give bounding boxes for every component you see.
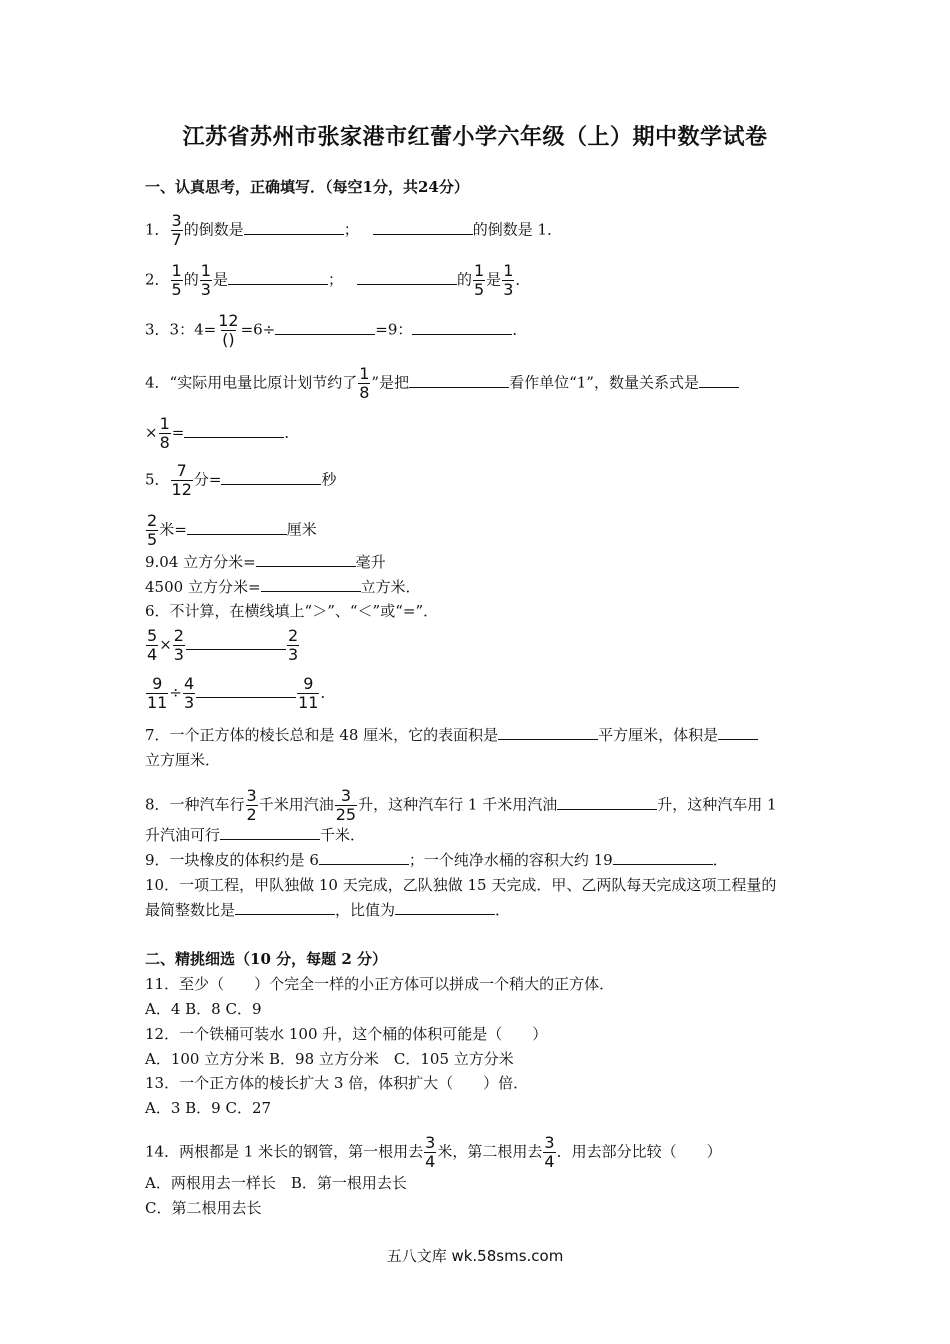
numerator: 1 [473, 261, 485, 280]
fraction [146, 675, 168, 712]
question-12: 12．一个铁桶可装水 100 升，这个桶的体积可能是（ ） [145, 1025, 548, 1043]
answer-blank[interactable] [395, 900, 495, 915]
question-1: 1． $\frac{3}{7}$ 的倒数是 ； 的倒数是 1． [145, 211, 563, 249]
denominator: () [222, 330, 235, 349]
fraction [358, 365, 370, 402]
denominator: 12 [171, 480, 192, 499]
fraction [502, 262, 514, 299]
numerator: 3 [171, 211, 182, 230]
numerator: 5 [147, 626, 158, 645]
question-12-options: A．100 立方分米 B．98 立方分米 C．105 立方分米 [145, 1050, 514, 1068]
fraction [159, 415, 171, 452]
denominator: 8 [359, 383, 370, 402]
question-10-cont: 最简整数比是 ，比值为 ． [145, 901, 511, 919]
question-6: 6．不计算，在横线填上“＞”、“＜”或“=”． [145, 602, 439, 620]
answer-blank[interactable] [196, 686, 296, 698]
question-8: 8．一种汽车行 $\frac{3}{2}$ 千米用汽油 $\frac{3}{25}$ 升，这种汽车行 1 千米用汽油 升，这种汽车用 1 [145, 786, 777, 824]
answer-blank[interactable] [184, 423, 284, 438]
answer-blank[interactable] [409, 373, 509, 388]
answer-blank[interactable] [557, 795, 657, 810]
numerator: 1 [171, 261, 182, 280]
fraction [146, 512, 158, 549]
denominator: 11 [147, 693, 168, 712]
numerator: 3 [544, 1133, 555, 1152]
question-5a: 5． $\frac{7}{12}$ 分= 秒 [145, 461, 337, 499]
numerator: 2 [287, 626, 299, 645]
fraction [200, 262, 212, 299]
fraction [246, 787, 258, 824]
numerator: 4 [183, 674, 195, 693]
question-6a: $\frac{5}{4}$ × $\frac{2}{3}$ $\frac{2}{3}$ [147, 626, 299, 664]
section-2-heading: 二、精挑细选（10 分，每题 2 分） [145, 950, 387, 968]
question-10: 10．一项工程，甲队独做 10 天完成，乙队独做 15 天完成．甲、乙两队每天完成这项工程量的 [145, 876, 777, 894]
denominator: 3 [173, 645, 184, 664]
numerator: 3 [246, 786, 257, 805]
numerator: 2 [147, 511, 158, 530]
footer-watermark: 五八文库 wk.58sms.com [386, 1247, 564, 1265]
question-5b: $\frac{2}{5}$ 米= 厘米 [147, 511, 317, 549]
question-5d: 4500 立方分米= 立方米． [145, 578, 421, 596]
answer-blank[interactable] [261, 577, 361, 592]
answer-blank[interactable] [221, 470, 321, 485]
numerator: 1 [200, 261, 211, 280]
page-title: 江苏省苏州市张家港市红蕾小学六年级（上）期中数学试卷 [182, 124, 768, 150]
answer-blank[interactable] [613, 850, 713, 865]
fraction [287, 627, 299, 664]
denominator: 2 [246, 805, 257, 824]
denominator: 11 [298, 693, 319, 712]
fraction [424, 1134, 436, 1171]
answer-blank[interactable] [228, 270, 328, 285]
denominator: 3 [503, 280, 514, 299]
fraction [173, 627, 185, 664]
question-13: 13．一个正方体的棱长扩大 3 倍，体积扩大（ ）倍． [145, 1074, 529, 1092]
question-7: 7．一个正方体的棱长总和是 48 厘米，它的表面积是 平方厘米，体积是 [145, 725, 758, 745]
denominator: 7 [171, 230, 182, 249]
answer-blank[interactable] [244, 220, 344, 235]
section-1-heading: 一、认真思考，正确填写．（每空1分，共24分） [145, 178, 469, 196]
question-14-options-ab: A．两根用去一样长 B．第一根用去长 [145, 1174, 407, 1192]
question-2: 2． $\frac{1}{5}$ 的 $\frac{1}{3}$ 是 ； 的 $\frac{1}{5}$ 是 $\frac{1}{3}$ ． [145, 261, 531, 299]
denominator: 3 [287, 645, 299, 664]
answer-blank[interactable] [699, 373, 739, 388]
answer-blank[interactable] [412, 320, 512, 335]
fraction [171, 262, 183, 299]
numerator: 2 [173, 626, 184, 645]
question-9: 9．一块橡皮的体积约是 6 ；一个纯净水桶的容积大约 19 ． [145, 851, 728, 869]
denominator: 8 [159, 433, 170, 452]
denominator: 4 [147, 645, 158, 664]
numerator: 9 [303, 674, 314, 693]
question-4-cont: × $\frac{1}{8}$ = ． [145, 414, 300, 452]
answer-blank[interactable] [235, 900, 335, 915]
fraction [543, 1134, 555, 1171]
question-3: 3．3：4= $\frac{12}{()}$ =6÷ =9： ． [145, 311, 528, 349]
answer-blank[interactable] [357, 270, 457, 285]
denominator: 5 [473, 280, 485, 299]
denominator: 3 [200, 280, 211, 299]
numerator: 3 [425, 1133, 436, 1152]
answer-blank[interactable] [187, 520, 287, 535]
question-8-cont: 升汽油可行 千米． [145, 826, 366, 844]
answer-blank[interactable] [718, 725, 758, 740]
question-4: 4．“实际用电量比原计划节约了 $\frac{1}{8}$ ”是把 看作单位“1”，数量关系式是 [145, 365, 739, 402]
answer-blank[interactable] [275, 320, 375, 335]
denominator: 5 [171, 280, 182, 299]
denominator: 4 [425, 1152, 436, 1171]
answer-blank[interactable] [373, 220, 473, 235]
question-11-options: A．4 B．8 C．9 [145, 1000, 262, 1018]
numerator: 1 [159, 414, 170, 433]
answer-blank[interactable] [220, 825, 320, 840]
denominator: 3 [183, 693, 195, 712]
answer-blank[interactable] [319, 850, 409, 865]
question-6b: $\frac{9}{11}$ ÷ $\frac{4}{3}$ $\frac{9}{11}$ ． [147, 674, 336, 712]
fraction [297, 675, 319, 712]
answer-blank[interactable] [186, 638, 286, 650]
fraction [473, 262, 485, 299]
numerator: 12 [218, 311, 239, 330]
denominator: 4 [544, 1152, 555, 1171]
question-7-cont: 立方厘米． [145, 751, 221, 769]
question-14: 14．两根都是 1 米长的钢管，第一根用去 $\frac{3}{4}$ 米，第二根用去 $\frac{3}{4}$ ．用去部分比较（ ） [145, 1133, 722, 1171]
numerator: 1 [359, 364, 370, 383]
fraction [335, 787, 357, 824]
fraction [146, 627, 158, 664]
fraction [171, 212, 183, 249]
numerator: 3 [340, 786, 352, 805]
question-11: 11．至少（ ）个完全一样的小正方体可以拼成一个稍大的正方体． [145, 975, 615, 993]
numerator: 7 [176, 461, 187, 480]
numerator: 9 [152, 674, 163, 693]
answer-blank[interactable] [256, 552, 356, 567]
fraction [183, 675, 195, 712]
question-5c: 9.04 立方分米= 毫升 [145, 553, 386, 571]
fraction [217, 312, 239, 349]
question-14-option-c: C．第二根用去长 [145, 1199, 262, 1217]
fraction [171, 462, 193, 499]
numerator: 1 [503, 261, 514, 280]
denominator: 5 [147, 530, 158, 549]
question-13-options: A．3 B．9 C．27 [145, 1099, 272, 1117]
answer-blank[interactable] [498, 725, 598, 740]
denominator: 25 [335, 805, 357, 824]
